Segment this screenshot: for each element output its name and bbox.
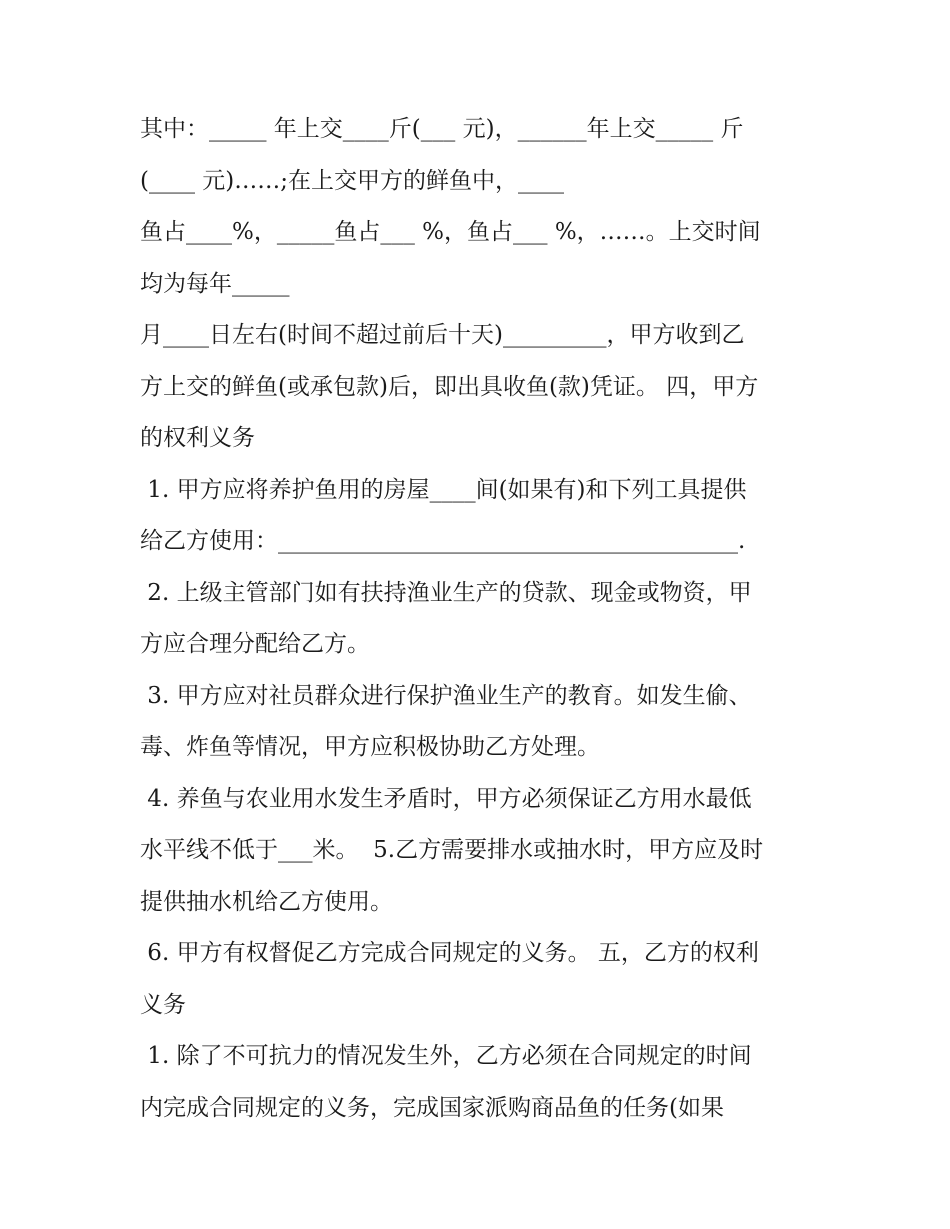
text-line: 其中：_____ 年上交____斤(___ 元)，______年上交_____ 斤	[140, 116, 744, 142]
section-heading-line: 的权利义务	[140, 425, 255, 451]
contract-text	[140, 104, 820, 1134]
clause-item: 6. 甲方有权督促乙方完成合同规定的义务。 五，乙方的权利	[140, 940, 759, 966]
clause-item: 1. 除了不可抗力的情况发生外，乙方必须在合同规定的时间	[140, 1043, 752, 1069]
text-line: 方应合理分配给乙方。	[140, 631, 370, 657]
text-line: 鱼占____%，_____鱼占___ %，鱼占___ %，……。上交时间	[140, 219, 761, 245]
text-line: 给乙方使用：________________________________________.	[140, 528, 746, 554]
text-line: 提供抽水机给乙方使用。	[140, 888, 393, 915]
text-line: 月____日左右(时间不超过前后十天)_________，甲方收到乙	[140, 322, 745, 348]
clause-item: 1. 甲方应将养护鱼用的房屋____间(如果有)和下列工具提供	[140, 476, 747, 503]
text-line: (____ 元)……;在上交甲方的鲜鱼中，____	[140, 167, 565, 194]
section-heading-line: 义务	[140, 991, 186, 1018]
clause-item: 3. 甲方应对社员群众进行保护渔业生产的教育。如发生偷、	[140, 682, 752, 709]
text-line: 毒、炸鱼等情况，甲方应积极协助乙方处理。	[140, 734, 600, 760]
clause-item: 2. 上级主管部门如有扶持渔业生产的贷款、现金或物资，甲	[140, 579, 752, 606]
text-line: 内完成合同规定的义务，完成国家派购商品鱼的任务(如果	[140, 1094, 724, 1121]
text-line: 方上交的鲜鱼(或承包款)后，即出具收鱼(款)凭证。 四，甲方	[140, 373, 759, 400]
text-line: 均为每年_____	[140, 270, 290, 297]
text-line: 水平线不低于___米。 5.乙方需要排水或抽水时，甲方应及时	[140, 837, 764, 863]
clause-item: 4. 养鱼与农业用水发生矛盾时，甲方必须保证乙方用水最低	[140, 785, 752, 812]
